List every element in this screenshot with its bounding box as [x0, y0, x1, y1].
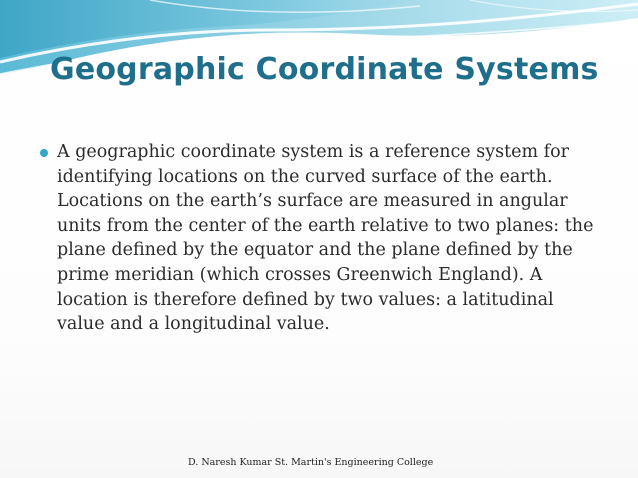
slide-title: Geographic Coordinate Systems: [50, 52, 599, 87]
bullet-dot-icon: [40, 149, 48, 157]
bullet-text: A geographic coordinate system is a reference system for identifying locations on the curved surface of the earth. Locations on the earth’s surface are measured in angular units from the center of the earth relative to two planes: the plane defined by the equator and the plane defined by the prime meridian (which crosses Greenwich England). A location is therefore defined by two values: a latitudinal value and a longitudinal value.: [57, 142, 594, 335]
bullet-item: [40, 140, 600, 337]
slide-footer: D. Naresh Kumar St. Martin's Engineering College: [188, 457, 434, 468]
bullet-list: [40, 140, 600, 337]
